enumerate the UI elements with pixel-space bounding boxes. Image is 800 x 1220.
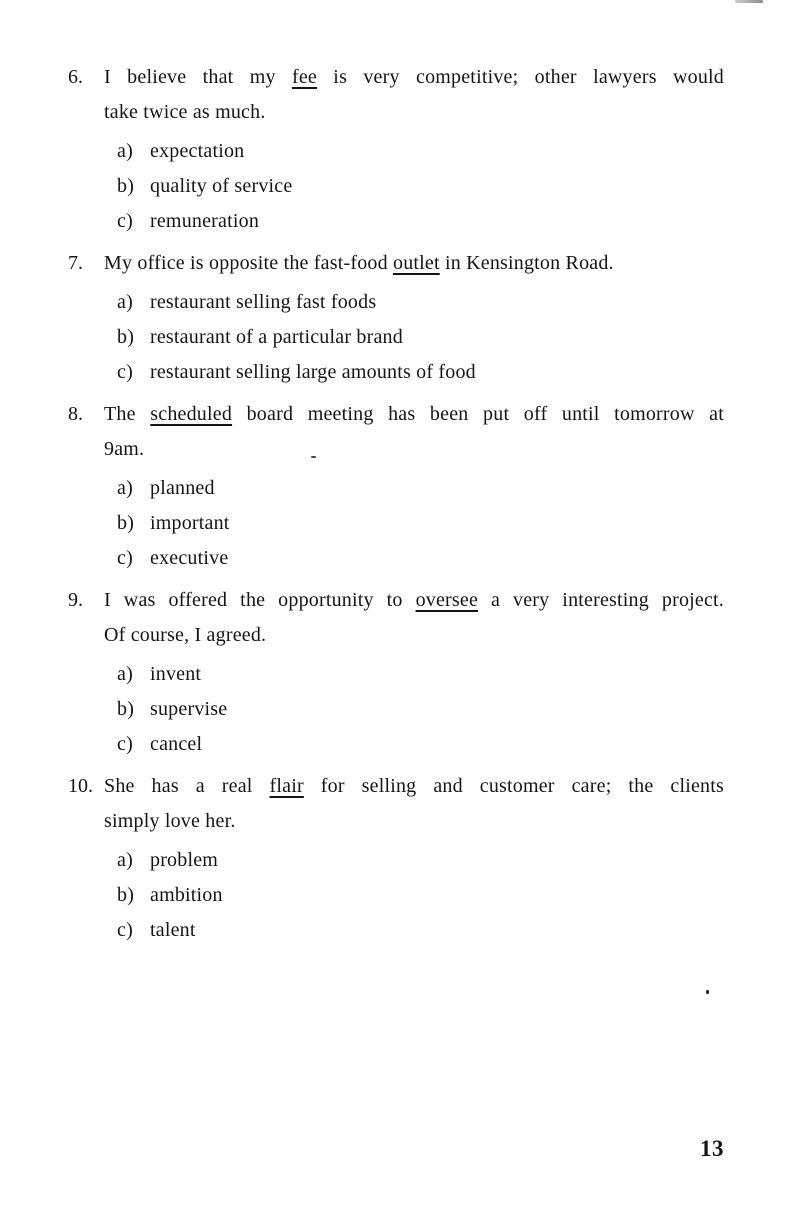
stem-post: in Kensington Road.: [439, 252, 614, 274]
underlined-term: flair: [269, 775, 304, 797]
question-7: [68, 246, 728, 397]
question-stem-line-1: [104, 583, 724, 618]
question-8: [68, 397, 728, 583]
option-b: [104, 878, 724, 913]
question-number: 9.: [68, 589, 83, 611]
question-stem-line-1: [104, 246, 724, 281]
stem-pre: My office is opposite the fast-food: [104, 252, 393, 274]
option-a: [104, 285, 724, 320]
option-label: c): [117, 733, 133, 755]
question-number: 7.: [68, 252, 83, 274]
option-c: [104, 727, 724, 762]
stem-pre: I was offered the opportunity to: [104, 589, 416, 611]
stem-post: is very competitive; other lawyers would: [317, 66, 724, 88]
option-text: remuneration: [150, 210, 260, 232]
option-a: [104, 471, 724, 506]
option-b: [104, 169, 724, 204]
option-text: restaurant selling large amounts of food: [150, 361, 476, 383]
stem-pre: I believe that my: [104, 66, 292, 88]
option-text: invent: [150, 663, 202, 685]
quiz-content: [68, 60, 728, 955]
options-list: [104, 657, 724, 762]
option-label: c): [117, 919, 133, 941]
underlined-term: oversee: [415, 589, 479, 611]
stem-pre: She has a real: [104, 775, 270, 797]
question-stem-line-2: Of course, I agreed.: [104, 624, 267, 646]
question-9: [68, 583, 728, 769]
option-label: b): [117, 512, 135, 534]
option-text: quality of service: [150, 175, 293, 197]
underlined-term: fee: [291, 66, 317, 88]
question-number: 8.: [68, 403, 83, 425]
option-label: c): [117, 210, 133, 232]
option-label: a): [117, 291, 133, 313]
option-b: [104, 692, 724, 727]
question-stem-line-2: simply love her.: [104, 810, 236, 832]
option-label: c): [117, 547, 133, 569]
options-list: [104, 843, 724, 948]
option-text: executive: [150, 547, 229, 569]
stem-post: for selling and customer care; the clients: [303, 775, 724, 797]
question-stem-line-1: [104, 769, 724, 804]
option-c: [104, 541, 724, 576]
option-b: [104, 506, 724, 541]
underlined-term: scheduled: [150, 403, 233, 425]
stem-post: board meeting has been put off until tomorrow at: [232, 403, 724, 425]
option-label: b): [117, 884, 135, 906]
option-label: b): [117, 698, 135, 720]
option-text: restaurant of a particular brand: [150, 326, 403, 348]
question-6: [68, 60, 728, 246]
option-c: [104, 913, 724, 948]
option-text: talent: [150, 919, 196, 941]
options-list: [104, 134, 724, 239]
question-10: [68, 769, 728, 955]
option-text: problem: [150, 849, 219, 871]
scan-artifact-top-right: [735, 0, 763, 3]
option-b: [104, 320, 724, 355]
option-text: ambition: [150, 884, 223, 906]
question-number: 10.: [68, 775, 93, 797]
option-c: [104, 204, 724, 239]
option-label: b): [117, 326, 135, 348]
option-text: restaurant selling fast foods: [150, 291, 377, 313]
option-label: c): [117, 361, 133, 383]
option-text: important: [150, 512, 230, 534]
option-text: planned: [150, 477, 215, 499]
question-stem-line-2: 9am.: [104, 438, 145, 460]
page-number: 13: [700, 1136, 724, 1161]
question-stem-line-2: take twice as much.: [104, 101, 266, 123]
option-a: [104, 843, 724, 878]
scan-smudge-2: [706, 990, 709, 994]
option-a: [104, 134, 724, 169]
question-stem-line-1: [104, 60, 724, 95]
option-text: supervise: [150, 698, 228, 720]
option-text: cancel: [150, 733, 203, 755]
question-stem-line-1: [104, 397, 724, 432]
option-label: a): [117, 140, 133, 162]
question-number: 6.: [68, 66, 83, 88]
underlined-term: outlet: [393, 252, 440, 274]
option-label: a): [117, 663, 133, 685]
option-text: expectation: [150, 140, 245, 162]
stem-post: a very interesting project.: [478, 589, 725, 611]
option-label: b): [117, 175, 135, 197]
stem-pre: The: [104, 403, 151, 425]
options-list: [104, 285, 724, 390]
options-list: [104, 471, 724, 576]
option-a: [104, 657, 724, 692]
option-label: a): [117, 477, 133, 499]
option-label: a): [117, 849, 133, 871]
option-c: [104, 355, 724, 390]
